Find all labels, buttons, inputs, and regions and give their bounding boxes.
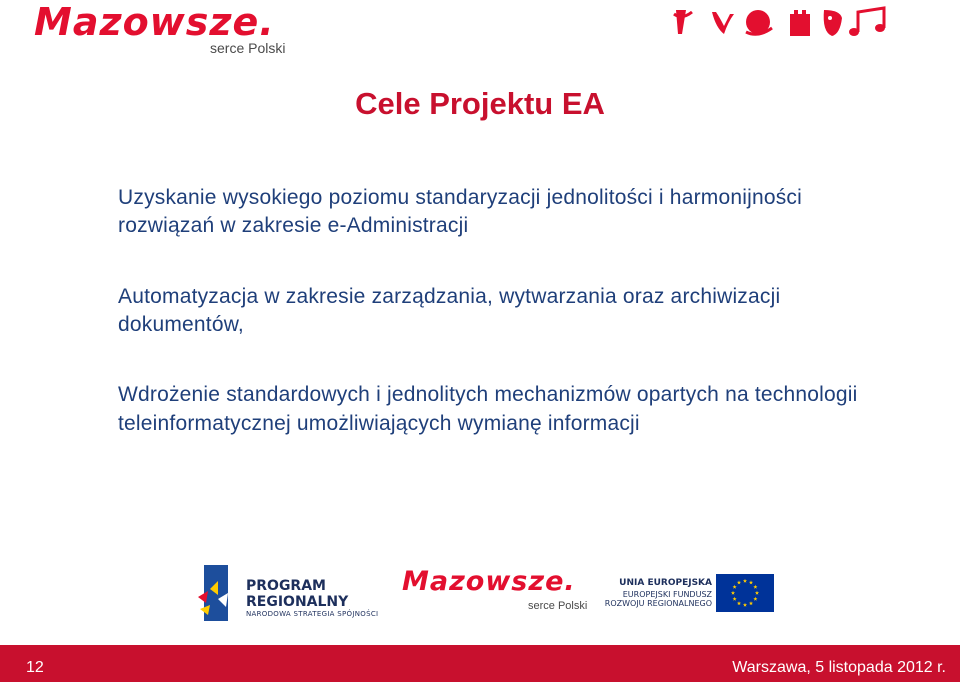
bullet-2: Automatyzacja w zakresie zarządzania, wytwarzania oraz archiwizacji dokumentów,: [118, 285, 781, 336]
music-note-icon: [849, 8, 885, 36]
program-regionalny-line3: NARODOWA STRATEGIA SPÓJNOŚCI: [246, 610, 379, 618]
program-regionalny-emblem-icon: [196, 563, 236, 625]
mazowsze-logo-bottom-subtitle: serce Polski: [528, 600, 588, 612]
footer-bar: [0, 645, 960, 682]
program-regionalny-line1: PROGRAM: [246, 578, 326, 594]
slide-title: Cele Projektu EA: [355, 86, 605, 121]
mazowsze-logo-bottom: Mazowsze.: [402, 566, 576, 597]
castle-icon: [790, 10, 810, 36]
bird-icon: [712, 12, 734, 34]
eu-flag-icon: [716, 574, 774, 612]
theatre-mask-icon: [824, 10, 842, 36]
eu-logo-line1: UNIA EUROPEJSKA: [619, 578, 712, 588]
decorative-icon-strip: [672, 6, 890, 38]
footer-date: Warszawa, 5 listopada 2012 r.: [732, 659, 946, 676]
program-regionalny-logo: [196, 563, 379, 625]
eu-logo-line2: EUROPEJSKI FUNDUSZ: [622, 590, 712, 599]
bullet-1: Uzyskanie wysokiego poziomu standaryzacji jednolitości i harmonijności rozwiązań w zakresie e-Administracji: [118, 186, 802, 237]
bullet-3: Wdrożenie standardowych i jednolitych mechanizmów opartych na technologii teleinformatycznej umożliwiających wymianę informacji: [118, 383, 858, 435]
slide-number: 12: [26, 659, 44, 676]
program-regionalny-line2: REGIONALNY: [246, 594, 349, 610]
eu-logo-line3: ROZWOJU REGIONALNEGO: [604, 599, 712, 608]
mazowsze-logo: Mazowsze.: [34, 0, 275, 44]
sun-icon: [746, 10, 772, 34]
mazowsze-logo-subtitle: serce Polski: [210, 40, 286, 56]
dancer-icon: [674, 10, 692, 34]
